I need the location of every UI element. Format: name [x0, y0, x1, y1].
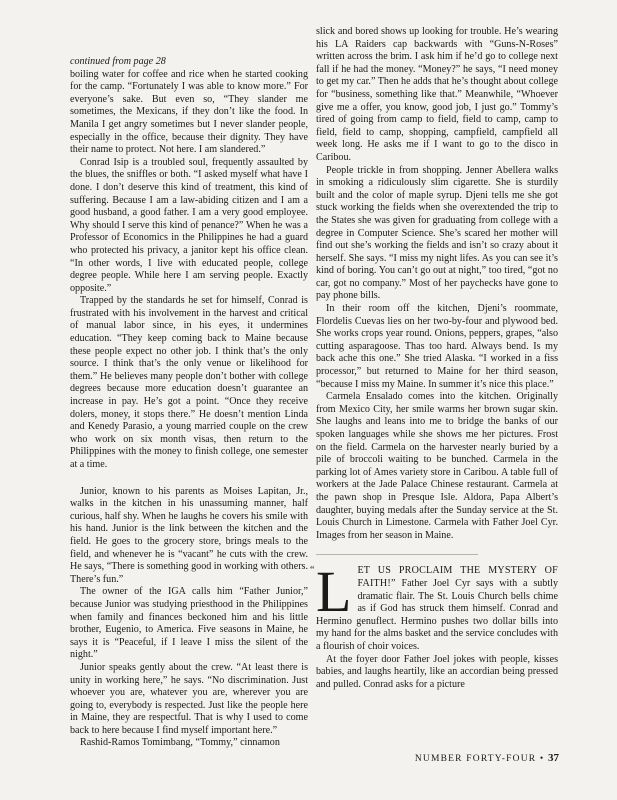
paragraph: [316, 559, 558, 653]
drop-cap: L: [316, 559, 352, 625]
paragraph: At the foyer door Father Joel jokes with people, kisses babies, and laughs heartily, like an accordian being pressed and pulled. Conrad asks for a picture: [316, 653, 558, 690]
page-footer: [415, 752, 559, 764]
opening-quote-mark: “: [310, 565, 315, 577]
section-divider: [316, 554, 478, 555]
continued-note: continued from page 28: [70, 56, 166, 67]
paragraph: boiling water for coffee and rice when he started cooking for the camp. “Fortunately I was able to know more.” For everyone’s sake. But even so, “They slander me sometimes, the Mexicans, if they don’t like the food. In Manila I get angry sometimes but I never slander people, especially in the office, because their dignity. They have their name to protect. Not here. I am slandered.”: [70, 68, 308, 156]
paragraph: Rashid-Ramos Tomimbang, “Tommy,” cinnamon: [80, 737, 280, 749]
paragraph: People trickle in from shopping. Jenner Abellera walks in smoking a ridiculously slim cigarette. She is sturdily built and the color of maple syrup. Djeni tells me she got stuck working the fields when she overextended the trip to the States she was given for graduating from college with a degree in Computer Science. She’s scared her mother will find out she’s working the fields and isn’t so crazy about it herself. She says. “I miss my night lifes. As you can see it’s kind of boring. You can’t go out at night,” too tired, “got no car, got no company.” Most of her paychecks have gone to pay phone bills.: [316, 164, 558, 302]
paragraph: In their room off the kitchen, Djeni’s roommate, Flordelis Cuevas lies on her two-by-four and plywood bed. She works crops year round. Onions, peppers, grapes, “also cutting asparagoose. Thas too hard. Always bend. Is my back ache this one.” She tried Alaska. “I worked in a fiss processor,” but returned to Maine for her third season, “because I miss my Maine. In summer it’s nice this place.”: [316, 303, 558, 390]
paragraph: Junior speaks gently about the crew. “At least there is unity in working here,” he says. “No discrimination. Just whoever you are, whatever you are, wherever you are going to, everybody is respected. Just like the people here in Maine, they are respectful. That is why I used to come back to here because I find myself important here.”: [70, 661, 308, 736]
footer-bullet: •: [539, 754, 545, 764]
paragraph: Conrad Isip is a troubled soul, frequently assaulted by the blues, the sniffles or both. “I asked myself what have I done. I don’t deserve this kind of treatment, this kind of suffering. Because I am a law-abiding citizen and I am a good husband, a good father. I am a very good employee. Why should I serve this kind of penance?” When he was a Professor of Economics in the Philippines he had a guard who protected his privacy, a janitor kept his office clean. “In other words, I live with educated people, college degree people. While here I am serving people. Exactly opposite.”: [70, 156, 308, 294]
paragraph: Junior, known to his parents as Moises Lapitan, Jr., walks in the kitchen in his unassuming manner, half curious, half shy. When he laughs he covers his smile with his hand. Junior is the link between the kitchen and the field. He goes to the grocery store, brings meals to the field, and whenever he is “vacant” he cuts with the crew. He says, “There is something good in working with others. There’s fun.”: [70, 485, 309, 585]
paragraph-text: Father Joel Cyr says with a subtly dramatic flair. The St. Louis Church bells chime as if God has struck them himself. Conrad and Hermino genuflect. Hermino pushes two dollar bills into my hand for the alms basket and the service concludes with a flourish of choir voices.: [316, 577, 558, 652]
section-opening: [310, 559, 558, 653]
paragraph: Carmela Ensalado comes into the kitchen. Originally from Mexico City, her smile warms her brown sugar skin. She laughs and leans into me to bridge the banks of our spoken languages while she shows me her pictures. Frost on the field. Carmela on the harvester nearly buried by a pile of broccoli waiting to be bunched. Carmela in the parking lot of Ames variety store in Caribou. A table full of workers at the Jade Palace Chinese restaurant. Carmela at the pawn shop in Presque Isle. Aldora, Papa Albert’s daughter, buying medals after the Sunday service at the St. Louis Church in Limestone. Carmela with Father Joel Cyr. Images from her season in Maine.: [316, 391, 558, 541]
paragraph: Trapped by the standards he set for himself, Conrad is frustrated with his involvement in the harvest and critical of manual labor since, in his eyes, it undermines education. “They keep coming back to Maine because these people expect no other job. I think that’s the only source. I think that’s the only venue or likelihood for them.” He believes many people don’t bother with college degrees because more education doesn’t guarantee an increase in pay. He’s got a point. “Once they receive dolers, money, it stops there.” He doesn’t mention Linda and Kenedy Parasio, a young married couple on the crew who work on six month visas, then return to the Philippines with the money to finish college, one semester at a time.: [70, 295, 308, 470]
paragraph: slick and bored shows up looking for trouble. He’s wearing his LA Raiders cap backwards with “Guns-N-Roses” written across the brim. I ask him if he’d go to college next fall if he had the money. “Money?” he says, “I need money to get my car.” Then he adds that he’s thought about college for “business, something like that.” Meanwhile, “Whoever give me a offer, you know, good job, I just go.” Tommy’s tired of going from camp to field, field to camp, camp to field, field to camp, shopping, campfield, campfield all week long. He asks me if I want to go to the disco in Caribou.: [316, 26, 558, 163]
lead-in: ET US PROCLAIM THE MYSTERY OF FAITH!”: [357, 565, 558, 589]
page-number: 37: [548, 752, 559, 764]
left-column: [70, 56, 308, 750]
paragraph: The owner of the IGA calls him “Father Junior,” because Junior was studying priesthood in the Philippines when family and finances beckoned him and his little brother, Eugenio, to America. Five seasons in Maine, he says it is “Peaceful, if I leave I miss the silent of the night.”: [70, 586, 308, 661]
issue-label: NUMBER FORTY-FOUR: [414, 754, 537, 764]
right-column: [310, 26, 558, 691]
